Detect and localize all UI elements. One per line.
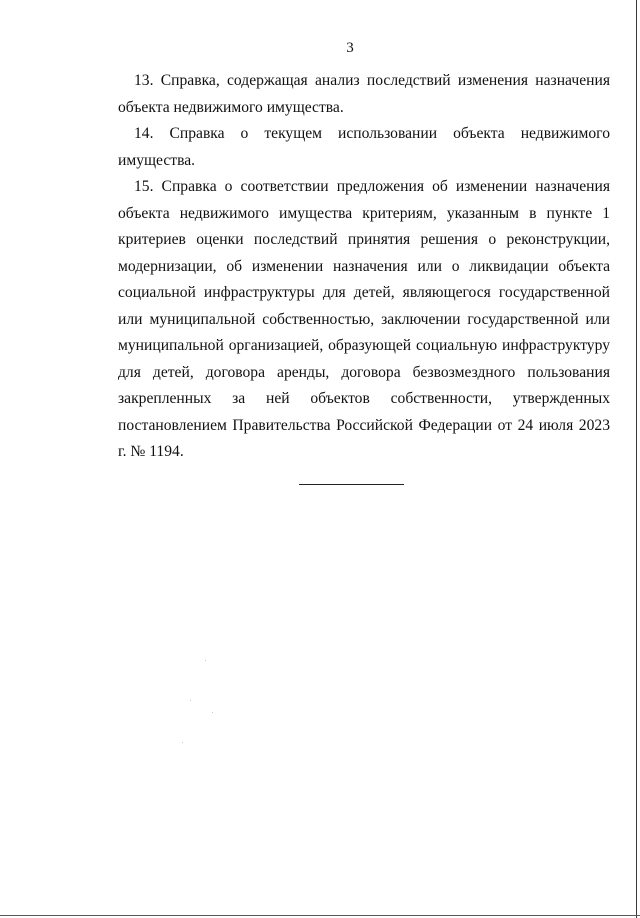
scan-speck [182, 742, 183, 743]
scan-speck [212, 712, 213, 713]
scan-speck [205, 660, 206, 661]
page-number: 3 [346, 40, 354, 56]
paragraph-13: 13. Справка, содержащая анализ последствий изменения назначения объекта недвижимого имущества. [118, 72, 610, 116]
scan-edge-right [636, 0, 637, 918]
scan-edge-bottom [0, 915, 640, 916]
document-body [118, 68, 610, 466]
scan-speck [190, 700, 191, 701]
paragraph-15: 15. Справка о соответствии предложения об изменении назначения объекта недвижимого имущества критериям, указанным в пункте 1 критериев оценки последствий принятия решения о реконструкции, модернизации, об изменении назначения или о ликвидации объекта социальной инфраструктуры для детей, являющегося государственной или муниципальной собственностью, заключении государственной или муниципальной организацией, образующей социальную инфраструктуру для детей, договора аренды, договора безвозмездного пользования закрепленных за ней объектов собственности, утвержденных постановлением Правительства Российской Федерации от 24 июля 2023 г. № 1194. [118, 178, 610, 460]
paragraph-14: 14. Справка о текущем использовании объекта недвижимого имущества. [118, 125, 610, 169]
end-of-text-rule [299, 484, 404, 485]
